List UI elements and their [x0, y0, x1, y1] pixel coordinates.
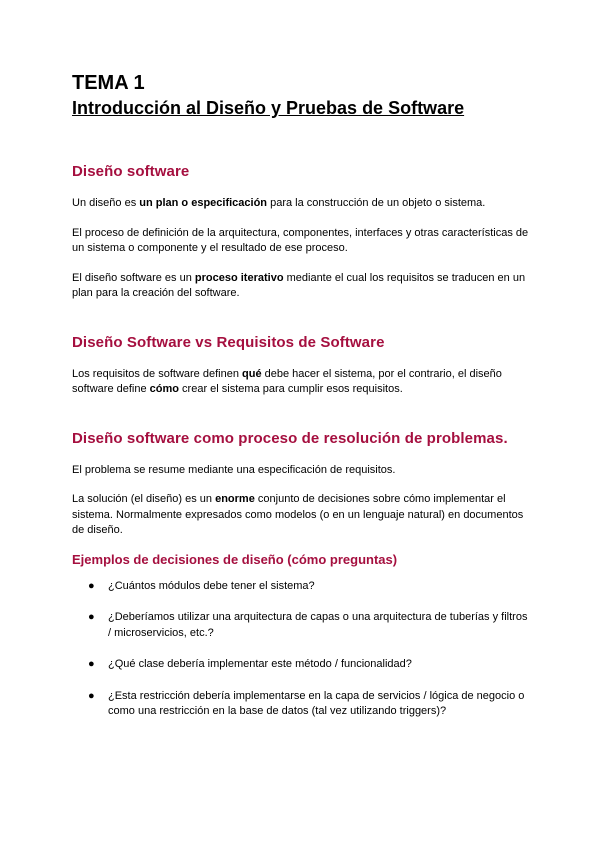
- paragraph-solucion: La solución (el diseño) es un enorme conjunto de decisiones sobre cómo implementar el sistema. Normalmente expresados como modelos (o en un lenguaje natural) en documentos de diseño.: [72, 493, 524, 536]
- section-heading-resolucion-problemas: Diseño software como proceso de resolución de problemas.: [72, 429, 508, 447]
- list-item: ● ¿Esta restricción debería implementarse en la capa de servicios / lógica de negocio o como una restricción en la base de datos (tal vez utilizando triggers)?: [88, 689, 525, 717]
- list-item: ● ¿Cuántos módulos debe tener el sistema?: [72, 579, 532, 595]
- section-heading-diseno-software: Diseño software: [72, 163, 190, 180]
- document-tema: TEMA 1: [72, 72, 145, 94]
- document-page: [72, 70, 532, 720]
- section-heading-vs-requisitos: Diseño Software vs Requisitos de Software: [72, 333, 385, 351]
- decision-examples-list: [72, 579, 532, 720]
- bullet-icon: ●: [88, 579, 95, 592]
- bullet-icon: ●: [88, 611, 95, 623]
- bullet-icon: ●: [88, 689, 95, 702]
- paragraph-proceso: El proceso de definición de la arquitectura, componentes, interfaces y otras características de un sistema o componente y el resultado de ese proceso.: [72, 226, 529, 254]
- document-title: Introducción al Diseño y Pruebas de Software: [72, 98, 465, 118]
- list-item: ● ¿Deberíamos utilizar una arquitectura de capas o una arquitectura de tuberías y filtros / microservicios, etc.?: [88, 611, 528, 639]
- bullet-icon: ●: [88, 658, 95, 670]
- subheading-ejemplos: Ejemplos de decisiones de diseño (cómo preguntas): [72, 551, 398, 567]
- paragraph-requisitos: Los requisitos de software definen qué debe hacer el sistema, por el contrario, el diseño software define cómo crear el sistema para cumplir esos requisitos.: [72, 367, 502, 395]
- paragraph-definicion: Un diseño es un plan o especificación para la construcción de un objeto o sistema.: [72, 197, 486, 209]
- paragraph-iterativo: El diseño software es un proceso iterativo mediante el cual los requisitos se traducen en un plan para la creación del software.: [72, 271, 526, 299]
- paragraph-problema: El problema se resume mediante una especificación de requisitos.: [72, 463, 396, 476]
- list-item: ● ¿Qué clase debería implementar este método / funcionalidad?: [72, 657, 532, 673]
